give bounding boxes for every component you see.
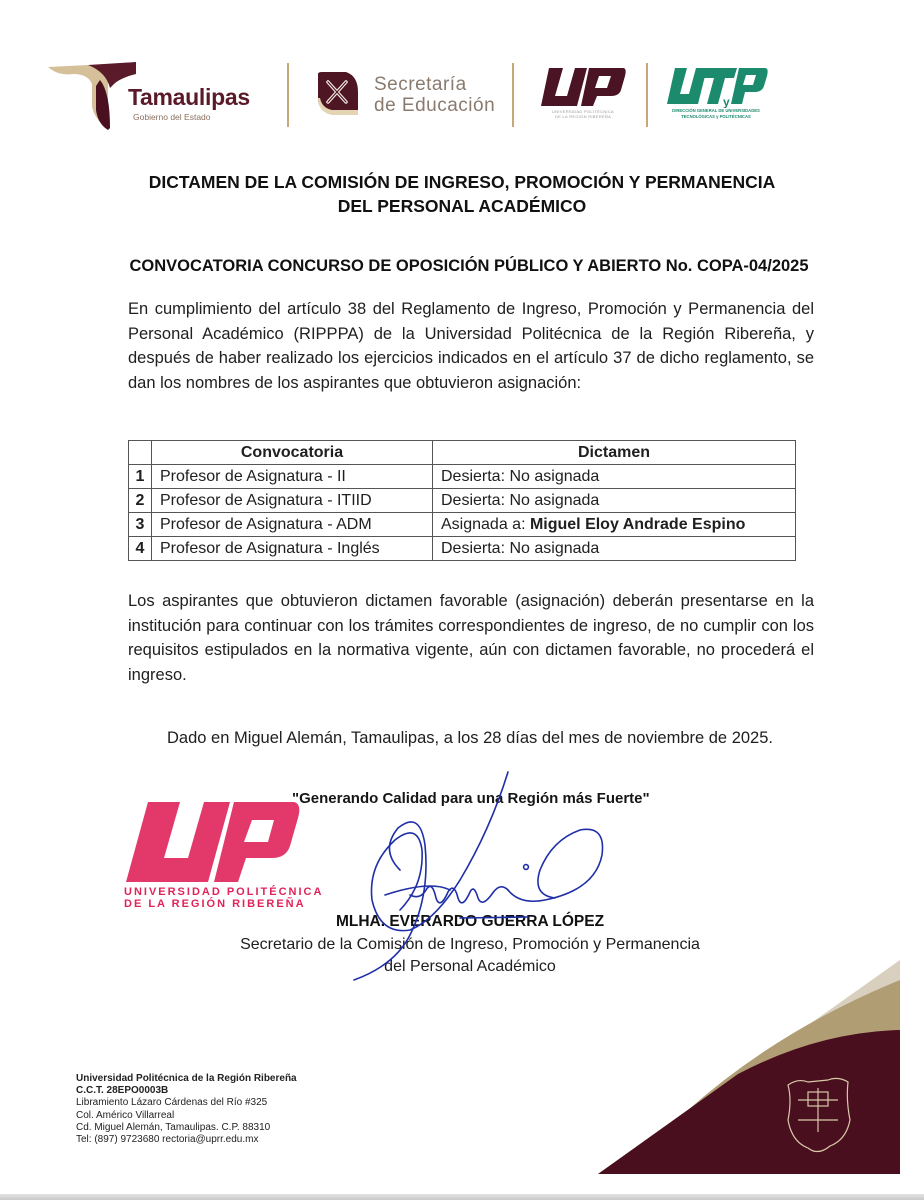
document-title-line1: DICTAMEN DE LA COMISIÓN DE INGRESO, PROMOCIÓN Y PERMANENCIA bbox=[148, 172, 776, 192]
row-dictamen bbox=[433, 513, 796, 537]
row-dictamen bbox=[433, 537, 796, 561]
row-convocatoria: Profesor de Asignatura - II bbox=[152, 465, 433, 489]
stamp-line1: UNIVERSIDAD POLITÉCNICA bbox=[124, 886, 324, 898]
dictamen-assignee: Miguel Eloy Andrade Espino bbox=[529, 515, 746, 533]
footer-cct: C.C.T. 28EPO0003B bbox=[76, 1085, 169, 1097]
utp-logo-subtitle-line2: TECNOLÓGICAS y POLITÉCNICAS bbox=[681, 113, 751, 119]
utp-logo-subtitle bbox=[662, 108, 770, 119]
row-dictamen bbox=[433, 465, 796, 489]
utp-logo-subtitle-line1: DIRECCIÓN GENERAL DE UNIVERSIDADES bbox=[672, 108, 760, 113]
up-logo-subtitle bbox=[538, 109, 628, 119]
signer-name: MLHA. EVERARDO GUERRA LÓPEZ bbox=[335, 913, 605, 930]
row-number: 2 bbox=[129, 489, 152, 513]
footer-address-line2: Col. Américo Villarreal bbox=[76, 1109, 175, 1121]
tamaulipas-wordmark: Tamaulipas bbox=[128, 84, 250, 110]
svg-text:y: y bbox=[723, 95, 730, 108]
header-convocatoria: Convocatoria bbox=[152, 441, 433, 465]
document-title-line2: DEL PERSONAL ACADÉMICO bbox=[337, 196, 587, 216]
row-number: 3 bbox=[129, 513, 152, 537]
dictamen-table bbox=[128, 440, 796, 561]
tamaulipas-logo bbox=[48, 62, 278, 132]
dictamen-status: Desierta: No asignada bbox=[441, 467, 600, 485]
header-dictamen: Dictamen bbox=[433, 441, 796, 465]
row-dictamen bbox=[433, 489, 796, 513]
logo-divider bbox=[512, 63, 514, 127]
intro-paragraph: En cumplimiento del artículo 38 del Reglamento de Ingreso, Promoción y Permanencia del Personal Académico (RIPPPA) de la Universidad Politécnica de la Región Ribereña, y después de haber realizado los ejercicios indicados en el artículo 37 de dicho reglamento, se dan los nombres de los aspirantes que obtuvieron asignación: bbox=[128, 300, 814, 392]
secretaria-educacion-label bbox=[374, 74, 495, 116]
row-convocatoria: Profesor de Asignatura - ADM bbox=[152, 513, 433, 537]
footer-address-line1: Libramiento Lázaro Cárdenas del Río #325 bbox=[76, 1097, 268, 1109]
closing-paragraph: Los aspirantes que obtuvieron dictamen favorable (asignación) deberán presentarse en la institución para continuar con los trámites correspondientes de ingreso, de no cumplir con los requisitos estipulados en la normativa vigente, aún con dictamen favorable, no procederá el ingreso. bbox=[128, 592, 814, 684]
document-title bbox=[0, 170, 924, 218]
row-convocatoria: Profesor de Asignatura - Inglés bbox=[152, 537, 433, 561]
dictamen-status: Desierta: No asignada bbox=[441, 491, 600, 509]
date-line: Dado en Miguel Alemán, Tamaulipas, a los 28 días del mes de noviembre de 2025. bbox=[167, 729, 773, 747]
row-convocatoria: Profesor de Asignatura - ITIID bbox=[152, 489, 433, 513]
table-row bbox=[129, 465, 796, 489]
secretaria-pencil-ruler-icon bbox=[316, 70, 360, 116]
logo-divider bbox=[287, 63, 289, 127]
signer-role-line1: Secretario de la Comisión de Ingreso, Promoción y Permanencia bbox=[240, 936, 700, 953]
header-num bbox=[129, 441, 152, 465]
footer-address-line3: Cd. Miguel Alemán, Tamaulipas. C.P. 88310 bbox=[76, 1121, 271, 1133]
table-row bbox=[129, 537, 796, 561]
footer-contact: Tel: (897) 9723680 rectoria@uprr.edu.mx bbox=[76, 1134, 259, 1146]
table-row bbox=[129, 513, 796, 537]
logo-divider bbox=[646, 63, 648, 127]
footer-address bbox=[76, 1073, 297, 1146]
university-stamp-logo bbox=[122, 800, 302, 885]
dictamen-status: Desierta: No asignada bbox=[441, 539, 600, 557]
decorative-corner-with-state-seal bbox=[598, 960, 900, 1176]
up-logo bbox=[537, 66, 627, 108]
stamp-line2: DE LA REGIÓN RIBEREÑA bbox=[124, 898, 306, 910]
table-header-row bbox=[129, 441, 796, 465]
secretaria-line1: Secretaría bbox=[374, 74, 467, 95]
signer-role-line2: del Personal Académico bbox=[384, 958, 556, 975]
convocatoria-subtitle: CONVOCATORIA CONCURSO DE OPOSICIÓN PÚBLICO Y ABIERTO No. COPA-04/2025 bbox=[129, 257, 809, 275]
row-number: 4 bbox=[129, 537, 152, 561]
page-bottom-edge bbox=[0, 1194, 924, 1200]
tamaulipas-subtitle: Gobierno del Estado bbox=[133, 112, 211, 122]
row-number: 1 bbox=[129, 465, 152, 489]
handwritten-signature bbox=[340, 770, 620, 985]
secretaria-line2: de Educación bbox=[374, 95, 496, 116]
institutional-slogan: "Generando Calidad para una Región más Fuerte" bbox=[292, 790, 650, 807]
utp-logo bbox=[665, 66, 770, 108]
footer-institution: Universidad Politécnica de la Región Ribereña bbox=[76, 1073, 297, 1084]
up-logo-subtitle-line1: UNIVERSIDAD POLITÉCNICA bbox=[551, 109, 615, 114]
university-stamp-text bbox=[124, 886, 323, 910]
up-logo-subtitle-line2: DE LA REGIÓN RIBEREÑA bbox=[554, 114, 612, 119]
table-row bbox=[129, 489, 796, 513]
dictamen-status: Asignada a: bbox=[441, 515, 530, 533]
